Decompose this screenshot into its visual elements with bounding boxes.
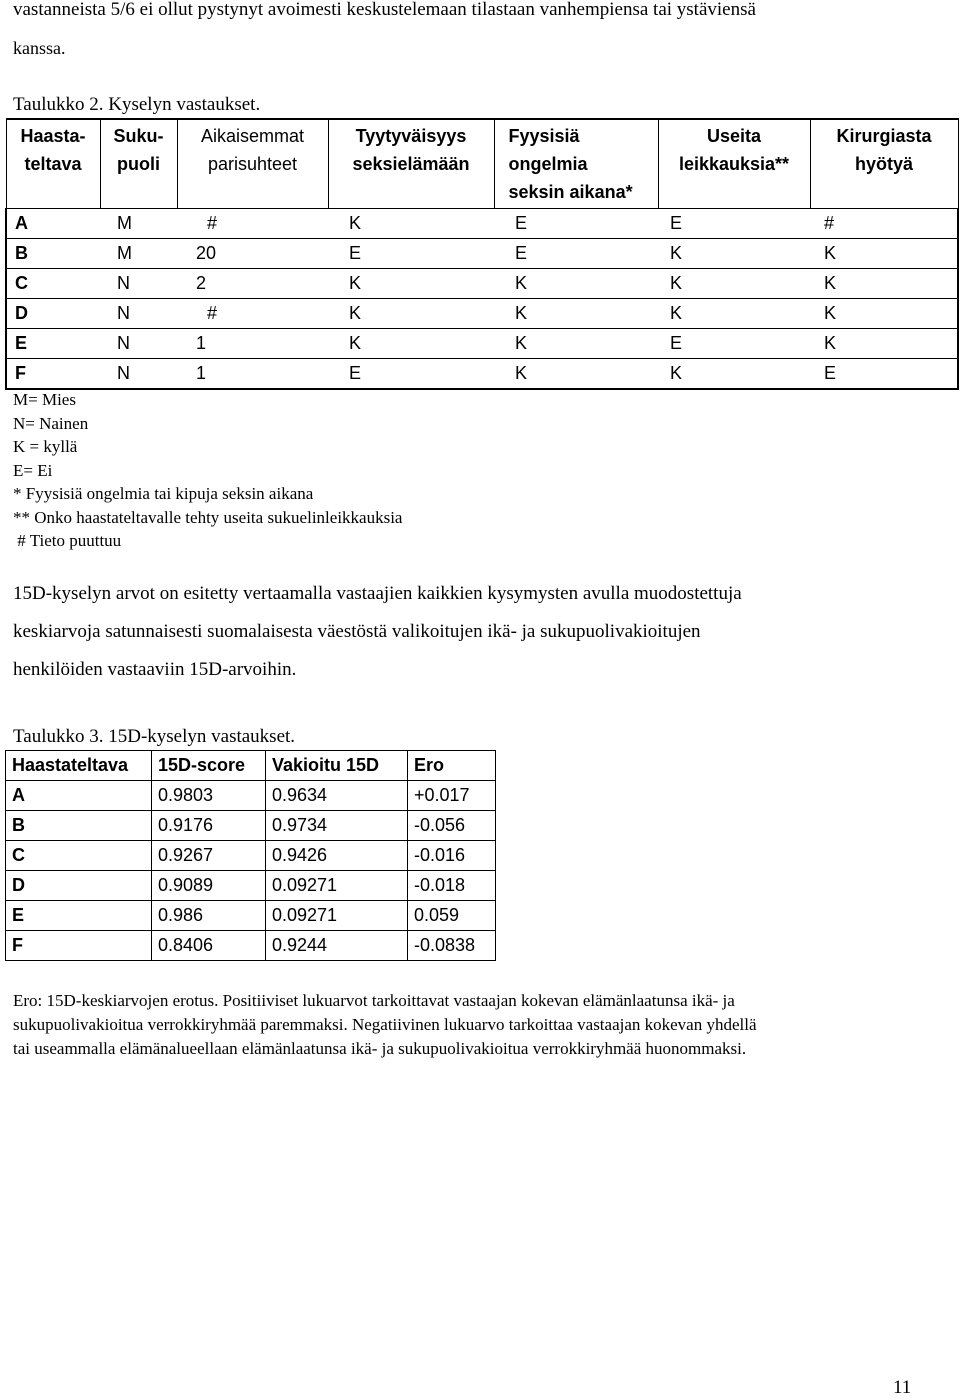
survey-table [5, 118, 959, 390]
score-table [5, 750, 496, 961]
legend-item: N= Nainen [13, 413, 89, 433]
cell: N [100, 268, 177, 298]
intro-line-1: vastanneista 5/6 ei ollut pystynyt avoimesti keskustelemaan tilastaan vanhempiensa tai ystäviensä [13, 0, 756, 20]
cell: K [328, 328, 494, 358]
cell: 0.9176 [152, 811, 266, 841]
cell: A [6, 208, 100, 238]
cell: K [494, 358, 658, 389]
legend-item: ** Onko haastateltavalle tehty useita sukuelinleikkauksia [13, 507, 403, 527]
table-row [6, 208, 958, 238]
header-cell: Ero [408, 751, 496, 781]
cell: -0.0838 [408, 931, 496, 961]
header-cell: Vakioitu 15D [266, 751, 408, 781]
cell: K [658, 358, 810, 389]
cell: 0.8406 [152, 931, 266, 961]
cell: C [6, 841, 152, 871]
cell: 0.9244 [266, 931, 408, 961]
cell: 0.9803 [152, 781, 266, 811]
cell: K [328, 298, 494, 328]
header-cell: Haasta- teltava [6, 119, 100, 208]
cell: 0.9267 [152, 841, 266, 871]
table-row [6, 901, 496, 931]
cell: M [100, 238, 177, 268]
table2-caption: Taulukko 2. Kyselyn vastaukset. [13, 94, 261, 115]
cell: K [494, 268, 658, 298]
cell: B [6, 238, 100, 268]
header-cell: Fyysisiä ongelmia seksin aikana* [494, 119, 658, 208]
page-number: 11 [893, 1377, 912, 1398]
header-cell: Haastateltava [6, 751, 152, 781]
cell: N [100, 298, 177, 328]
cell: 0.059 [408, 901, 496, 931]
table3-note [13, 989, 757, 1061]
cell: F [6, 931, 152, 961]
legend-item: E= Ei [13, 460, 53, 480]
table-row [6, 298, 958, 328]
cell: -0.016 [408, 841, 496, 871]
header-cell: Tyytyväisyys seksielämään [328, 119, 494, 208]
cell: K [810, 268, 958, 298]
cell: D [6, 871, 152, 901]
note-line: sukupuolivakioitua verrokkiryhmää paremmaksi. Negatiivinen lukuarvo tarkoittaa vastaajan kokevan yhdellä [13, 1015, 757, 1034]
cell: # [810, 208, 958, 238]
cell: +0.017 [408, 781, 496, 811]
table2-legend [13, 388, 402, 553]
cell: E [328, 238, 494, 268]
cell: E [328, 358, 494, 389]
cell: 0.9734 [266, 811, 408, 841]
table3-caption: Taulukko 3. 15D-kyselyn vastaukset. [13, 726, 296, 747]
table-row [6, 931, 496, 961]
cell: # [177, 298, 328, 328]
cell: M [100, 208, 177, 238]
table-row [6, 841, 496, 871]
cell: 20 [177, 238, 328, 268]
body-paragraph [13, 575, 742, 689]
survey-table-header-row [6, 119, 958, 208]
cell: K [658, 238, 810, 268]
cell: E [494, 208, 658, 238]
table-row [6, 238, 958, 268]
cell: D [6, 298, 100, 328]
legend-item: * Fyysisiä ongelmia tai kipuja seksin aikana [13, 484, 314, 503]
table-row [6, 328, 958, 358]
cell: E [810, 358, 958, 389]
header-cell: 15D-score [152, 751, 266, 781]
note-line: tai useammalla elämänalueellaan elämänlaatunsa ikä- ja sukupuolivakioitua verrokkiryhmää huonommaksi. [13, 1039, 747, 1058]
table-row [6, 268, 958, 298]
cell: -0.056 [408, 811, 496, 841]
header-cell: Suku- puoli [100, 119, 177, 208]
cell: 0.9426 [266, 841, 408, 871]
cell: 1 [177, 358, 328, 389]
cell: E [6, 901, 152, 931]
cell: E [6, 328, 100, 358]
cell: K [328, 268, 494, 298]
cell: 0.09271 [266, 871, 408, 901]
cell: 2 [177, 268, 328, 298]
table-row [6, 358, 958, 389]
cell: N [100, 358, 177, 389]
cell: 1 [177, 328, 328, 358]
note-line: Ero: 15D-keskiarvojen erotus. Positiiviset lukuarvot tarkoittavat vastaajan kokevan elämänlaatunsa ikä- ja [13, 991, 735, 1010]
cell: 0.986 [152, 901, 266, 931]
cell: C [6, 268, 100, 298]
cell: K [810, 328, 958, 358]
cell: F [6, 358, 100, 389]
paragraph-line: henkilöiden vastaaviin 15D-arvoihin. [13, 659, 297, 680]
cell: 0.9089 [152, 871, 266, 901]
cell: K [494, 328, 658, 358]
cell: E [494, 238, 658, 268]
legend-item: M= Mies [13, 390, 76, 409]
score-table-header-row [6, 751, 496, 781]
cell: E [658, 328, 810, 358]
legend-item: # Tieto puuttuu [13, 531, 122, 550]
header-cell: Useita leikkauksia** [658, 119, 810, 208]
cell: K [328, 208, 494, 238]
header-cell: Kirurgiasta hyötyä [810, 119, 958, 208]
cell: K [810, 298, 958, 328]
cell: E [658, 208, 810, 238]
cell: -0.018 [408, 871, 496, 901]
cell: B [6, 811, 152, 841]
cell: K [810, 238, 958, 268]
cell: A [6, 781, 152, 811]
legend-item: K = kyllä [13, 437, 78, 456]
cell: K [658, 268, 810, 298]
cell: K [658, 298, 810, 328]
table-row [6, 871, 496, 901]
header-cell: Aikaisemmat parisuhteet [177, 119, 328, 208]
cell: # [177, 208, 328, 238]
paragraph-line: keskiarvoja satunnaisesti suomalaisesta väestöstä valikoitujen ikä- ja sukupuolivakioitujen [13, 621, 701, 642]
intro-line-2: kanssa. [13, 38, 66, 58]
cell: 0.09271 [266, 901, 408, 931]
table-row [6, 781, 496, 811]
cell: N [100, 328, 177, 358]
table-row [6, 811, 496, 841]
paragraph-line: 15D-kyselyn arvot on esitetty vertaamalla vastaajien kaikkien kysymysten avulla muodostettuja [13, 583, 742, 604]
cell: K [494, 298, 658, 328]
cell: 0.9634 [266, 781, 408, 811]
